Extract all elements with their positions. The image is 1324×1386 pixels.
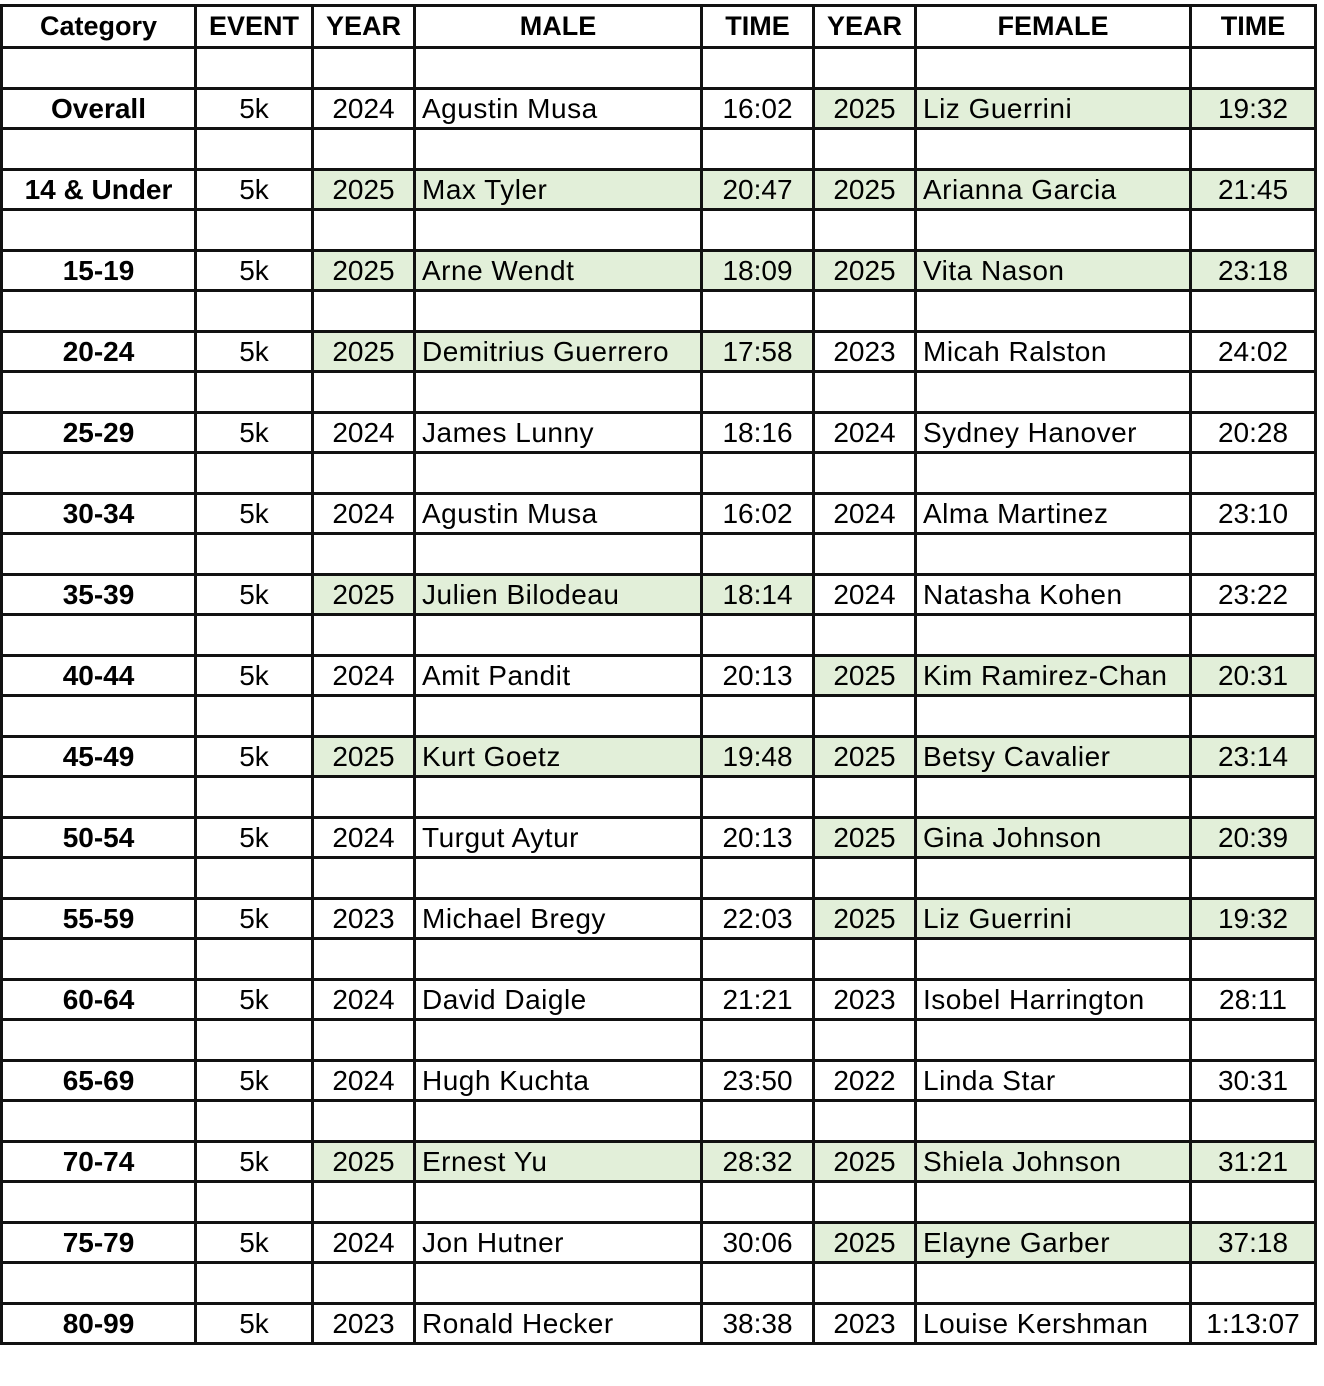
empty-cell bbox=[916, 453, 1191, 494]
female-time-cell: 1:13:07 bbox=[1191, 1304, 1316, 1344]
table-row bbox=[2, 1223, 1316, 1263]
empty-cell bbox=[1191, 291, 1316, 332]
table-row bbox=[2, 656, 1316, 696]
male-year-cell: 2024 bbox=[313, 1223, 415, 1263]
female-time-cell: 30:31 bbox=[1191, 1061, 1316, 1101]
female-year-cell: 2024 bbox=[814, 575, 916, 615]
empty-cell bbox=[313, 291, 415, 332]
female-name-cell: Elayne Garber bbox=[916, 1223, 1191, 1263]
empty-cell bbox=[916, 291, 1191, 332]
empty-cell bbox=[702, 696, 814, 737]
empty-cell bbox=[2, 372, 196, 413]
spacer-row bbox=[2, 1020, 1316, 1061]
table-row bbox=[2, 575, 1316, 615]
empty-cell bbox=[196, 777, 313, 818]
empty-cell bbox=[415, 1101, 702, 1142]
female-year-cell: 2024 bbox=[814, 494, 916, 534]
male-time-cell: 17:58 bbox=[702, 332, 814, 372]
female-time-cell: 20:28 bbox=[1191, 413, 1316, 453]
empty-cell bbox=[916, 777, 1191, 818]
empty-cell bbox=[313, 1263, 415, 1304]
empty-cell bbox=[702, 1263, 814, 1304]
female-name-cell: Louise Kershman bbox=[916, 1304, 1191, 1344]
male-year-cell: 2024 bbox=[313, 494, 415, 534]
male-name-cell: Demitrius Guerrero bbox=[415, 332, 702, 372]
male-time-cell: 16:02 bbox=[702, 494, 814, 534]
empty-cell bbox=[916, 1182, 1191, 1223]
empty-cell bbox=[702, 1101, 814, 1142]
empty-cell bbox=[415, 1020, 702, 1061]
empty-cell bbox=[196, 615, 313, 656]
female-name-cell: Shiela Johnson bbox=[916, 1142, 1191, 1182]
empty-cell bbox=[415, 453, 702, 494]
empty-cell bbox=[313, 858, 415, 899]
spacer-row bbox=[2, 534, 1316, 575]
spacer-row bbox=[2, 858, 1316, 899]
empty-cell bbox=[702, 291, 814, 332]
empty-cell bbox=[313, 129, 415, 170]
table-row bbox=[2, 251, 1316, 291]
empty-cell bbox=[313, 696, 415, 737]
empty-cell bbox=[415, 534, 702, 575]
male-time-cell: 21:21 bbox=[702, 980, 814, 1020]
empty-cell bbox=[415, 777, 702, 818]
empty-cell bbox=[415, 1182, 702, 1223]
table-row bbox=[2, 89, 1316, 129]
empty-cell bbox=[1191, 777, 1316, 818]
empty-cell bbox=[702, 615, 814, 656]
female-name-cell: Liz Guerrini bbox=[916, 899, 1191, 939]
empty-cell bbox=[2, 777, 196, 818]
empty-cell bbox=[814, 939, 916, 980]
male-year-cell: 2025 bbox=[313, 1142, 415, 1182]
table-row bbox=[2, 1142, 1316, 1182]
empty-cell bbox=[702, 858, 814, 899]
male-time-cell: 18:14 bbox=[702, 575, 814, 615]
empty-cell bbox=[1191, 210, 1316, 251]
empty-cell bbox=[702, 777, 814, 818]
female-name-cell: Kim Ramirez-Chan bbox=[916, 656, 1191, 696]
female-time-cell: 21:45 bbox=[1191, 170, 1316, 210]
category-cell: 60-64 bbox=[2, 980, 196, 1020]
event-cell: 5k bbox=[196, 1061, 313, 1101]
empty-cell bbox=[1191, 1263, 1316, 1304]
empty-cell bbox=[916, 939, 1191, 980]
female-time-cell: 19:32 bbox=[1191, 899, 1316, 939]
event-cell: 5k bbox=[196, 656, 313, 696]
category-cell: 70-74 bbox=[2, 1142, 196, 1182]
event-cell: 5k bbox=[196, 251, 313, 291]
header-row bbox=[2, 6, 1316, 48]
empty-cell bbox=[1191, 858, 1316, 899]
empty-cell bbox=[313, 777, 415, 818]
empty-cell bbox=[702, 129, 814, 170]
empty-cell bbox=[702, 372, 814, 413]
empty-cell bbox=[2, 1263, 196, 1304]
female-year-cell: 2025 bbox=[814, 899, 916, 939]
spacer-row bbox=[2, 453, 1316, 494]
records-body bbox=[2, 48, 1316, 1344]
female-name-cell: Liz Guerrini bbox=[916, 89, 1191, 129]
female-year-cell: 2025 bbox=[814, 170, 916, 210]
empty-cell bbox=[2, 939, 196, 980]
empty-cell bbox=[196, 291, 313, 332]
female-time-cell: 23:14 bbox=[1191, 737, 1316, 777]
male-year-cell: 2024 bbox=[313, 1061, 415, 1101]
empty-cell bbox=[196, 534, 313, 575]
empty-cell bbox=[916, 1263, 1191, 1304]
empty-cell bbox=[702, 453, 814, 494]
empty-cell bbox=[814, 534, 916, 575]
male-year-cell: 2024 bbox=[313, 89, 415, 129]
event-cell: 5k bbox=[196, 413, 313, 453]
empty-cell bbox=[313, 372, 415, 413]
male-year-cell: 2025 bbox=[313, 737, 415, 777]
female-year-cell: 2025 bbox=[814, 89, 916, 129]
header-female-year: YEAR bbox=[814, 6, 916, 48]
male-time-cell: 23:50 bbox=[702, 1061, 814, 1101]
category-cell: 14 & Under bbox=[2, 170, 196, 210]
male-name-cell: Ronald Hecker bbox=[415, 1304, 702, 1344]
female-name-cell: Gina Johnson bbox=[916, 818, 1191, 858]
category-cell: Overall bbox=[2, 89, 196, 129]
male-name-cell: Julien Bilodeau bbox=[415, 575, 702, 615]
spacer-row bbox=[2, 48, 1316, 89]
empty-cell bbox=[814, 696, 916, 737]
empty-cell bbox=[814, 210, 916, 251]
category-cell: 75-79 bbox=[2, 1223, 196, 1263]
male-year-cell: 2023 bbox=[313, 1304, 415, 1344]
female-name-cell: Linda Star bbox=[916, 1061, 1191, 1101]
male-time-cell: 38:38 bbox=[702, 1304, 814, 1344]
female-name-cell: Natasha Kohen bbox=[916, 575, 1191, 615]
empty-cell bbox=[916, 858, 1191, 899]
category-cell: 80-99 bbox=[2, 1304, 196, 1344]
event-cell: 5k bbox=[196, 1142, 313, 1182]
event-cell: 5k bbox=[196, 1304, 313, 1344]
empty-cell bbox=[916, 696, 1191, 737]
female-time-cell: 19:32 bbox=[1191, 89, 1316, 129]
empty-cell bbox=[2, 534, 196, 575]
male-year-cell: 2025 bbox=[313, 170, 415, 210]
empty-cell bbox=[2, 129, 196, 170]
table-row bbox=[2, 818, 1316, 858]
male-time-cell: 20:47 bbox=[702, 170, 814, 210]
empty-cell bbox=[916, 534, 1191, 575]
empty-cell bbox=[196, 939, 313, 980]
spacer-row bbox=[2, 615, 1316, 656]
empty-cell bbox=[916, 48, 1191, 89]
empty-cell bbox=[2, 210, 196, 251]
spacer-row bbox=[2, 210, 1316, 251]
event-cell: 5k bbox=[196, 494, 313, 534]
spacer-row bbox=[2, 696, 1316, 737]
spacer-row bbox=[2, 777, 1316, 818]
category-cell: 30-34 bbox=[2, 494, 196, 534]
empty-cell bbox=[2, 1182, 196, 1223]
male-time-cell: 28:32 bbox=[702, 1142, 814, 1182]
empty-cell bbox=[2, 1101, 196, 1142]
female-year-cell: 2025 bbox=[814, 251, 916, 291]
empty-cell bbox=[814, 1263, 916, 1304]
event-cell: 5k bbox=[196, 1223, 313, 1263]
header-male: MALE bbox=[415, 6, 702, 48]
female-year-cell: 2024 bbox=[814, 413, 916, 453]
male-name-cell: Turgut Aytur bbox=[415, 818, 702, 858]
male-time-cell: 20:13 bbox=[702, 656, 814, 696]
header-event: EVENT bbox=[196, 6, 313, 48]
female-time-cell: 23:18 bbox=[1191, 251, 1316, 291]
spacer-row bbox=[2, 291, 1316, 332]
male-name-cell: Jon Hutner bbox=[415, 1223, 702, 1263]
female-time-cell: 24:02 bbox=[1191, 332, 1316, 372]
category-cell: 50-54 bbox=[2, 818, 196, 858]
category-cell: 25-29 bbox=[2, 413, 196, 453]
female-time-cell: 20:39 bbox=[1191, 818, 1316, 858]
empty-cell bbox=[415, 372, 702, 413]
table-row bbox=[2, 737, 1316, 777]
empty-cell bbox=[814, 291, 916, 332]
male-name-cell: Amit Pandit bbox=[415, 656, 702, 696]
female-name-cell: Micah Ralston bbox=[916, 332, 1191, 372]
male-year-cell: 2024 bbox=[313, 980, 415, 1020]
female-name-cell: Vita Nason bbox=[916, 251, 1191, 291]
empty-cell bbox=[814, 858, 916, 899]
female-year-cell: 2023 bbox=[814, 980, 916, 1020]
female-year-cell: 2025 bbox=[814, 818, 916, 858]
male-name-cell: Agustin Musa bbox=[415, 89, 702, 129]
empty-cell bbox=[2, 615, 196, 656]
male-time-cell: 16:02 bbox=[702, 89, 814, 129]
empty-cell bbox=[196, 858, 313, 899]
header-male-time: TIME bbox=[702, 6, 814, 48]
empty-cell bbox=[415, 291, 702, 332]
empty-cell bbox=[814, 777, 916, 818]
empty-cell bbox=[702, 1020, 814, 1061]
male-year-cell: 2023 bbox=[313, 899, 415, 939]
table-row bbox=[2, 980, 1316, 1020]
empty-cell bbox=[814, 129, 916, 170]
empty-cell bbox=[313, 939, 415, 980]
male-name-cell: Max Tyler bbox=[415, 170, 702, 210]
female-name-cell: Arianna Garcia bbox=[916, 170, 1191, 210]
empty-cell bbox=[196, 1101, 313, 1142]
table-row bbox=[2, 332, 1316, 372]
male-year-cell: 2024 bbox=[313, 413, 415, 453]
empty-cell bbox=[415, 129, 702, 170]
event-cell: 5k bbox=[196, 737, 313, 777]
empty-cell bbox=[313, 210, 415, 251]
empty-cell bbox=[1191, 453, 1316, 494]
empty-cell bbox=[916, 1020, 1191, 1061]
event-cell: 5k bbox=[196, 980, 313, 1020]
empty-cell bbox=[196, 48, 313, 89]
empty-cell bbox=[702, 48, 814, 89]
header-female: FEMALE bbox=[916, 6, 1191, 48]
header-category: Category bbox=[2, 6, 196, 48]
empty-cell bbox=[415, 210, 702, 251]
empty-cell bbox=[814, 1020, 916, 1061]
empty-cell bbox=[1191, 1020, 1316, 1061]
empty-cell bbox=[196, 372, 313, 413]
event-cell: 5k bbox=[196, 170, 313, 210]
empty-cell bbox=[2, 48, 196, 89]
empty-cell bbox=[196, 453, 313, 494]
empty-cell bbox=[196, 210, 313, 251]
empty-cell bbox=[1191, 696, 1316, 737]
table-row bbox=[2, 494, 1316, 534]
spacer-row bbox=[2, 1263, 1316, 1304]
female-time-cell: 37:18 bbox=[1191, 1223, 1316, 1263]
event-cell: 5k bbox=[196, 818, 313, 858]
empty-cell bbox=[814, 453, 916, 494]
empty-cell bbox=[1191, 48, 1316, 89]
table-row bbox=[2, 899, 1316, 939]
male-time-cell: 22:03 bbox=[702, 899, 814, 939]
empty-cell bbox=[196, 696, 313, 737]
empty-cell bbox=[313, 615, 415, 656]
spacer-row bbox=[2, 1182, 1316, 1223]
female-name-cell: Betsy Cavalier bbox=[916, 737, 1191, 777]
category-cell: 15-19 bbox=[2, 251, 196, 291]
male-year-cell: 2025 bbox=[313, 251, 415, 291]
female-time-cell: 28:11 bbox=[1191, 980, 1316, 1020]
empty-cell bbox=[1191, 615, 1316, 656]
empty-cell bbox=[1191, 939, 1316, 980]
empty-cell bbox=[313, 1020, 415, 1061]
empty-cell bbox=[916, 615, 1191, 656]
female-time-cell: 23:22 bbox=[1191, 575, 1316, 615]
male-time-cell: 18:16 bbox=[702, 413, 814, 453]
empty-cell bbox=[415, 615, 702, 656]
male-time-cell: 18:09 bbox=[702, 251, 814, 291]
spacer-row bbox=[2, 129, 1316, 170]
male-name-cell: Hugh Kuchta bbox=[415, 1061, 702, 1101]
event-cell: 5k bbox=[196, 89, 313, 129]
table-row bbox=[2, 170, 1316, 210]
category-cell: 40-44 bbox=[2, 656, 196, 696]
empty-cell bbox=[415, 939, 702, 980]
empty-cell bbox=[814, 372, 916, 413]
header-female-time: TIME bbox=[1191, 6, 1316, 48]
male-time-cell: 20:13 bbox=[702, 818, 814, 858]
category-cell: 45-49 bbox=[2, 737, 196, 777]
female-year-cell: 2022 bbox=[814, 1061, 916, 1101]
empty-cell bbox=[415, 1263, 702, 1304]
empty-cell bbox=[415, 858, 702, 899]
empty-cell bbox=[702, 210, 814, 251]
records-table bbox=[0, 4, 1317, 1345]
male-year-cell: 2024 bbox=[313, 656, 415, 696]
empty-cell bbox=[814, 615, 916, 656]
empty-cell bbox=[196, 1263, 313, 1304]
empty-cell bbox=[313, 534, 415, 575]
empty-cell bbox=[1191, 1182, 1316, 1223]
empty-cell bbox=[2, 696, 196, 737]
empty-cell bbox=[415, 48, 702, 89]
male-year-cell: 2025 bbox=[313, 575, 415, 615]
empty-cell bbox=[814, 1101, 916, 1142]
empty-cell bbox=[814, 1182, 916, 1223]
empty-cell bbox=[1191, 534, 1316, 575]
empty-cell bbox=[916, 210, 1191, 251]
empty-cell bbox=[702, 1182, 814, 1223]
male-name-cell: Ernest Yu bbox=[415, 1142, 702, 1182]
empty-cell bbox=[313, 453, 415, 494]
empty-cell bbox=[916, 1101, 1191, 1142]
empty-cell bbox=[2, 858, 196, 899]
table-row bbox=[2, 1061, 1316, 1101]
spacer-row bbox=[2, 939, 1316, 980]
category-cell: 65-69 bbox=[2, 1061, 196, 1101]
spacer-row bbox=[2, 372, 1316, 413]
table-row bbox=[2, 413, 1316, 453]
female-year-cell: 2025 bbox=[814, 1223, 916, 1263]
male-name-cell: Kurt Goetz bbox=[415, 737, 702, 777]
empty-cell bbox=[916, 372, 1191, 413]
empty-cell bbox=[313, 1182, 415, 1223]
female-year-cell: 2025 bbox=[814, 1142, 916, 1182]
empty-cell bbox=[702, 939, 814, 980]
empty-cell bbox=[2, 453, 196, 494]
empty-cell bbox=[313, 1101, 415, 1142]
empty-cell bbox=[702, 534, 814, 575]
empty-cell bbox=[196, 1182, 313, 1223]
event-cell: 5k bbox=[196, 899, 313, 939]
empty-cell bbox=[2, 291, 196, 332]
male-name-cell: Arne Wendt bbox=[415, 251, 702, 291]
female-time-cell: 20:31 bbox=[1191, 656, 1316, 696]
empty-cell bbox=[814, 48, 916, 89]
female-year-cell: 2023 bbox=[814, 1304, 916, 1344]
empty-cell bbox=[1191, 129, 1316, 170]
empty-cell bbox=[1191, 1101, 1316, 1142]
male-name-cell: David Daigle bbox=[415, 980, 702, 1020]
category-cell: 55-59 bbox=[2, 899, 196, 939]
male-name-cell: Michael Bregy bbox=[415, 899, 702, 939]
male-name-cell: James Lunny bbox=[415, 413, 702, 453]
category-cell: 35-39 bbox=[2, 575, 196, 615]
empty-cell bbox=[916, 129, 1191, 170]
empty-cell bbox=[2, 1020, 196, 1061]
empty-cell bbox=[415, 696, 702, 737]
male-time-cell: 19:48 bbox=[702, 737, 814, 777]
female-name-cell: Alma Martinez bbox=[916, 494, 1191, 534]
event-cell: 5k bbox=[196, 575, 313, 615]
category-cell: 20-24 bbox=[2, 332, 196, 372]
male-time-cell: 30:06 bbox=[702, 1223, 814, 1263]
event-cell: 5k bbox=[196, 332, 313, 372]
male-name-cell: Agustin Musa bbox=[415, 494, 702, 534]
female-year-cell: 2025 bbox=[814, 737, 916, 777]
empty-cell bbox=[1191, 372, 1316, 413]
female-year-cell: 2025 bbox=[814, 656, 916, 696]
male-year-cell: 2024 bbox=[313, 818, 415, 858]
female-time-cell: 31:21 bbox=[1191, 1142, 1316, 1182]
empty-cell bbox=[313, 48, 415, 89]
male-year-cell: 2025 bbox=[313, 332, 415, 372]
female-name-cell: Sydney Hanover bbox=[916, 413, 1191, 453]
table-row bbox=[2, 1304, 1316, 1344]
empty-cell bbox=[196, 129, 313, 170]
spacer-row bbox=[2, 1101, 1316, 1142]
female-year-cell: 2023 bbox=[814, 332, 916, 372]
female-time-cell: 23:10 bbox=[1191, 494, 1316, 534]
empty-cell bbox=[196, 1020, 313, 1061]
header-male-year: YEAR bbox=[313, 6, 415, 48]
female-name-cell: Isobel Harrington bbox=[916, 980, 1191, 1020]
